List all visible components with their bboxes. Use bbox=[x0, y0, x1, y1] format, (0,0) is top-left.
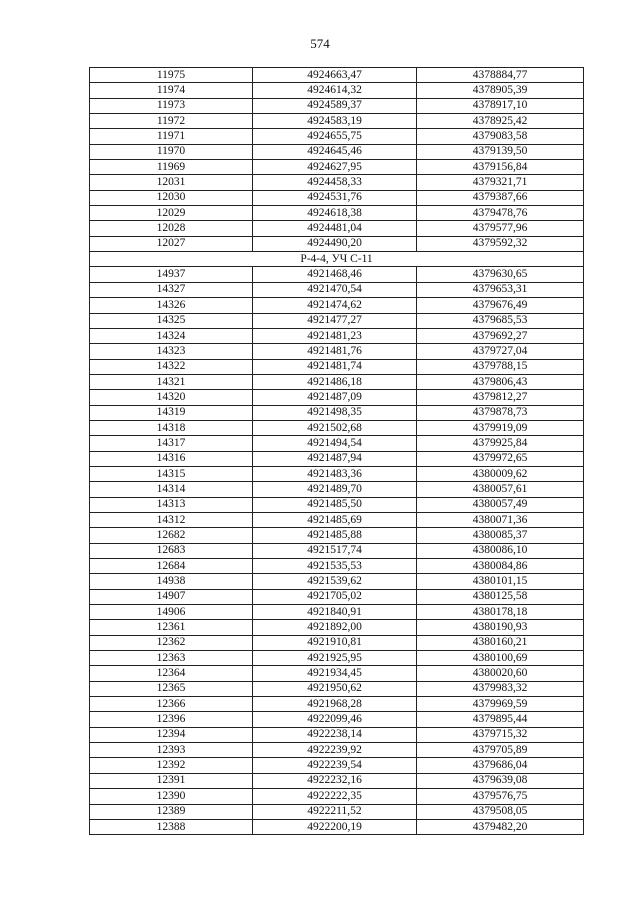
x-coordinate-cell: 4921502,68 bbox=[253, 420, 417, 435]
point-id-cell: 12394 bbox=[90, 727, 253, 742]
y-coordinate-cell: 4379576,75 bbox=[417, 789, 584, 804]
y-coordinate-cell: 4380085,37 bbox=[417, 528, 584, 543]
y-coordinate-cell: 4380084,86 bbox=[417, 559, 584, 574]
x-coordinate-cell: 4924531,76 bbox=[253, 190, 417, 205]
x-coordinate-cell: 4922099,46 bbox=[253, 712, 417, 727]
x-coordinate-cell: 4921934,45 bbox=[253, 666, 417, 681]
y-coordinate-cell: 4379919,09 bbox=[417, 420, 584, 435]
table-row bbox=[90, 528, 584, 543]
table-row bbox=[90, 497, 584, 512]
point-id-cell: 12390 bbox=[90, 789, 253, 804]
y-coordinate-cell: 4379806,43 bbox=[417, 374, 584, 389]
x-coordinate-cell: 4922232,16 bbox=[253, 773, 417, 788]
point-id-cell: 12028 bbox=[90, 221, 253, 236]
point-id-cell: 12364 bbox=[90, 666, 253, 681]
point-id-cell: 11973 bbox=[90, 98, 253, 113]
point-id-cell: 12392 bbox=[90, 758, 253, 773]
x-coordinate-cell: 4921489,70 bbox=[253, 482, 417, 497]
y-coordinate-cell: 4380100,69 bbox=[417, 651, 584, 666]
table-row bbox=[90, 221, 584, 236]
x-coordinate-cell: 4922200,19 bbox=[253, 819, 417, 834]
y-coordinate-cell: 4379925,84 bbox=[417, 436, 584, 451]
x-coordinate-cell: 4921470,54 bbox=[253, 282, 417, 297]
table-row bbox=[90, 144, 584, 159]
page-number: 574 bbox=[310, 36, 330, 51]
y-coordinate-cell: 4379592,32 bbox=[417, 236, 584, 251]
y-coordinate-cell: 4379972,65 bbox=[417, 451, 584, 466]
y-coordinate-cell: 4379321,71 bbox=[417, 175, 584, 190]
table-row bbox=[90, 98, 584, 113]
y-coordinate-cell: 4379788,15 bbox=[417, 359, 584, 374]
point-id-cell: 14318 bbox=[90, 420, 253, 435]
point-id-cell: 14312 bbox=[90, 512, 253, 527]
point-id-cell: 14317 bbox=[90, 436, 253, 451]
x-coordinate-cell: 4924618,38 bbox=[253, 206, 417, 221]
y-coordinate-cell: 4380190,93 bbox=[417, 620, 584, 635]
point-id-cell: 14937 bbox=[90, 267, 253, 282]
y-coordinate-cell: 4380160,21 bbox=[417, 635, 584, 650]
table-row bbox=[90, 666, 584, 681]
x-coordinate-cell: 4924583,19 bbox=[253, 114, 417, 129]
table-row bbox=[90, 344, 584, 359]
point-id-cell: 12684 bbox=[90, 559, 253, 574]
y-coordinate-cell: 4379715,32 bbox=[417, 727, 584, 742]
x-coordinate-cell: 4924645,46 bbox=[253, 144, 417, 159]
x-coordinate-cell: 4924481,04 bbox=[253, 221, 417, 236]
y-coordinate-cell: 4379692,27 bbox=[417, 328, 584, 343]
table-row bbox=[90, 405, 584, 420]
point-id-cell: 14321 bbox=[90, 374, 253, 389]
section-title: Р-4-4, УЧ С-11 bbox=[90, 252, 584, 267]
point-id-cell: 14906 bbox=[90, 605, 253, 620]
x-coordinate-cell: 4921840,91 bbox=[253, 605, 417, 620]
table-row bbox=[90, 282, 584, 297]
y-coordinate-cell: 4379639,08 bbox=[417, 773, 584, 788]
y-coordinate-cell: 4378925,42 bbox=[417, 114, 584, 129]
table-row bbox=[90, 451, 584, 466]
table-row bbox=[90, 83, 584, 98]
section-header-row bbox=[90, 252, 584, 267]
x-coordinate-cell: 4921892,00 bbox=[253, 620, 417, 635]
point-id-cell: 12030 bbox=[90, 190, 253, 205]
y-coordinate-cell: 4378884,77 bbox=[417, 68, 584, 83]
x-coordinate-cell: 4921968,28 bbox=[253, 697, 417, 712]
point-id-cell: 14313 bbox=[90, 497, 253, 512]
table-row bbox=[90, 543, 584, 558]
x-coordinate-cell: 4921498,35 bbox=[253, 405, 417, 420]
table-row bbox=[90, 298, 584, 313]
x-coordinate-cell: 4921487,94 bbox=[253, 451, 417, 466]
x-coordinate-cell: 4921481,23 bbox=[253, 328, 417, 343]
y-coordinate-cell: 4379878,73 bbox=[417, 405, 584, 420]
point-id-cell: 12362 bbox=[90, 635, 253, 650]
y-coordinate-cell: 4380071,36 bbox=[417, 512, 584, 527]
table-row bbox=[90, 773, 584, 788]
x-coordinate-cell: 4921485,50 bbox=[253, 497, 417, 512]
x-coordinate-cell: 4921481,74 bbox=[253, 359, 417, 374]
x-coordinate-cell: 4922239,92 bbox=[253, 743, 417, 758]
x-coordinate-cell: 4921487,09 bbox=[253, 390, 417, 405]
x-coordinate-cell: 4924614,32 bbox=[253, 83, 417, 98]
table-row bbox=[90, 559, 584, 574]
y-coordinate-cell: 4379478,76 bbox=[417, 206, 584, 221]
point-id-cell: 14325 bbox=[90, 313, 253, 328]
x-coordinate-cell: 4924458,33 bbox=[253, 175, 417, 190]
y-coordinate-cell: 4379705,89 bbox=[417, 743, 584, 758]
table-row bbox=[90, 436, 584, 451]
table-row bbox=[90, 651, 584, 666]
y-coordinate-cell: 4379508,05 bbox=[417, 804, 584, 819]
point-id-cell: 12388 bbox=[90, 819, 253, 834]
y-coordinate-cell: 4380020,60 bbox=[417, 666, 584, 681]
point-id-cell: 11969 bbox=[90, 160, 253, 175]
table-row bbox=[90, 804, 584, 819]
table-row bbox=[90, 160, 584, 175]
table-row bbox=[90, 190, 584, 205]
point-id-cell: 14322 bbox=[90, 359, 253, 374]
y-coordinate-cell: 4379727,04 bbox=[417, 344, 584, 359]
x-coordinate-cell: 4921517,74 bbox=[253, 543, 417, 558]
y-coordinate-cell: 4379969,59 bbox=[417, 697, 584, 712]
table-row bbox=[90, 466, 584, 481]
table-row bbox=[90, 482, 584, 497]
point-id-cell: 11975 bbox=[90, 68, 253, 83]
table-row bbox=[90, 512, 584, 527]
x-coordinate-cell: 4922222,35 bbox=[253, 789, 417, 804]
table-row bbox=[90, 620, 584, 635]
y-coordinate-cell: 4379482,20 bbox=[417, 819, 584, 834]
point-id-cell: 12365 bbox=[90, 681, 253, 696]
x-coordinate-cell: 4921486,18 bbox=[253, 374, 417, 389]
point-id-cell: 12363 bbox=[90, 651, 253, 666]
table-row bbox=[90, 635, 584, 650]
x-coordinate-cell: 4921535,53 bbox=[253, 559, 417, 574]
point-id-cell: 14938 bbox=[90, 574, 253, 589]
x-coordinate-cell: 4922211,52 bbox=[253, 804, 417, 819]
y-coordinate-cell: 4378905,39 bbox=[417, 83, 584, 98]
y-coordinate-cell: 4379577,96 bbox=[417, 221, 584, 236]
y-coordinate-cell: 4379676,49 bbox=[417, 298, 584, 313]
x-coordinate-cell: 4924490,20 bbox=[253, 236, 417, 251]
point-id-cell: 14314 bbox=[90, 482, 253, 497]
point-id-cell: 11970 bbox=[90, 144, 253, 159]
x-coordinate-cell: 4921485,69 bbox=[253, 512, 417, 527]
x-coordinate-cell: 4921481,76 bbox=[253, 344, 417, 359]
y-coordinate-cell: 4379685,53 bbox=[417, 313, 584, 328]
point-id-cell: 14319 bbox=[90, 405, 253, 420]
y-coordinate-cell: 4380009,62 bbox=[417, 466, 584, 481]
point-id-cell: 14326 bbox=[90, 298, 253, 313]
table-row bbox=[90, 68, 584, 83]
y-coordinate-cell: 4380057,49 bbox=[417, 497, 584, 512]
coordinates-table bbox=[89, 67, 584, 835]
point-id-cell: 12029 bbox=[90, 206, 253, 221]
x-coordinate-cell: 4921494,54 bbox=[253, 436, 417, 451]
point-id-cell: 14327 bbox=[90, 282, 253, 297]
point-id-cell: 12361 bbox=[90, 620, 253, 635]
table-row bbox=[90, 819, 584, 834]
table-row bbox=[90, 697, 584, 712]
table-row bbox=[90, 114, 584, 129]
table-row bbox=[90, 390, 584, 405]
table-row bbox=[90, 267, 584, 282]
x-coordinate-cell: 4921950,62 bbox=[253, 681, 417, 696]
y-coordinate-cell: 4379983,32 bbox=[417, 681, 584, 696]
table-row bbox=[90, 727, 584, 742]
point-id-cell: 11974 bbox=[90, 83, 253, 98]
table-row bbox=[90, 374, 584, 389]
point-id-cell: 11971 bbox=[90, 129, 253, 144]
x-coordinate-cell: 4924589,37 bbox=[253, 98, 417, 113]
x-coordinate-cell: 4922238,14 bbox=[253, 727, 417, 742]
point-id-cell: 12031 bbox=[90, 175, 253, 190]
table-row bbox=[90, 420, 584, 435]
point-id-cell: 11972 bbox=[90, 114, 253, 129]
y-coordinate-cell: 4380178,18 bbox=[417, 605, 584, 620]
x-coordinate-cell: 4921468,46 bbox=[253, 267, 417, 282]
table-row bbox=[90, 328, 584, 343]
x-coordinate-cell: 4921477,27 bbox=[253, 313, 417, 328]
point-id-cell: 14907 bbox=[90, 589, 253, 604]
table-row bbox=[90, 236, 584, 251]
x-coordinate-cell: 4924663,47 bbox=[253, 68, 417, 83]
table-row bbox=[90, 758, 584, 773]
point-id-cell: 14315 bbox=[90, 466, 253, 481]
y-coordinate-cell: 4379653,31 bbox=[417, 282, 584, 297]
y-coordinate-cell: 4379156,84 bbox=[417, 160, 584, 175]
point-id-cell: 12027 bbox=[90, 236, 253, 251]
y-coordinate-cell: 4380086,10 bbox=[417, 543, 584, 558]
x-coordinate-cell: 4921705,02 bbox=[253, 589, 417, 604]
table-row bbox=[90, 574, 584, 589]
y-coordinate-cell: 4379139,50 bbox=[417, 144, 584, 159]
table-row bbox=[90, 681, 584, 696]
y-coordinate-cell: 4378917,10 bbox=[417, 98, 584, 113]
table-row bbox=[90, 313, 584, 328]
point-id-cell: 12682 bbox=[90, 528, 253, 543]
table-row bbox=[90, 605, 584, 620]
table-row bbox=[90, 743, 584, 758]
y-coordinate-cell: 4379387,66 bbox=[417, 190, 584, 205]
point-id-cell: 12393 bbox=[90, 743, 253, 758]
table-row bbox=[90, 789, 584, 804]
coordinates-table-body bbox=[90, 68, 584, 835]
x-coordinate-cell: 4924655,75 bbox=[253, 129, 417, 144]
table-row bbox=[90, 129, 584, 144]
x-coordinate-cell: 4921485,88 bbox=[253, 528, 417, 543]
point-id-cell: 12366 bbox=[90, 697, 253, 712]
x-coordinate-cell: 4921483,36 bbox=[253, 466, 417, 481]
y-coordinate-cell: 4380057,61 bbox=[417, 482, 584, 497]
y-coordinate-cell: 4379630,65 bbox=[417, 267, 584, 282]
table-row bbox=[90, 206, 584, 221]
x-coordinate-cell: 4921925,95 bbox=[253, 651, 417, 666]
x-coordinate-cell: 4921474,62 bbox=[253, 298, 417, 313]
point-id-cell: 12391 bbox=[90, 773, 253, 788]
point-id-cell: 14323 bbox=[90, 344, 253, 359]
table-row bbox=[90, 175, 584, 190]
y-coordinate-cell: 4379083,58 bbox=[417, 129, 584, 144]
x-coordinate-cell: 4921539,62 bbox=[253, 574, 417, 589]
table-row bbox=[90, 589, 584, 604]
point-id-cell: 12683 bbox=[90, 543, 253, 558]
y-coordinate-cell: 4380125,58 bbox=[417, 589, 584, 604]
point-id-cell: 12396 bbox=[90, 712, 253, 727]
point-id-cell: 14316 bbox=[90, 451, 253, 466]
y-coordinate-cell: 4379895,44 bbox=[417, 712, 584, 727]
point-id-cell: 12389 bbox=[90, 804, 253, 819]
x-coordinate-cell: 4922239,54 bbox=[253, 758, 417, 773]
x-coordinate-cell: 4924627,95 bbox=[253, 160, 417, 175]
x-coordinate-cell: 4921910,81 bbox=[253, 635, 417, 650]
point-id-cell: 14324 bbox=[90, 328, 253, 343]
y-coordinate-cell: 4379686,04 bbox=[417, 758, 584, 773]
table-row bbox=[90, 712, 584, 727]
table-row bbox=[90, 359, 584, 374]
y-coordinate-cell: 4379812,27 bbox=[417, 390, 584, 405]
point-id-cell: 14320 bbox=[90, 390, 253, 405]
y-coordinate-cell: 4380101,15 bbox=[417, 574, 584, 589]
